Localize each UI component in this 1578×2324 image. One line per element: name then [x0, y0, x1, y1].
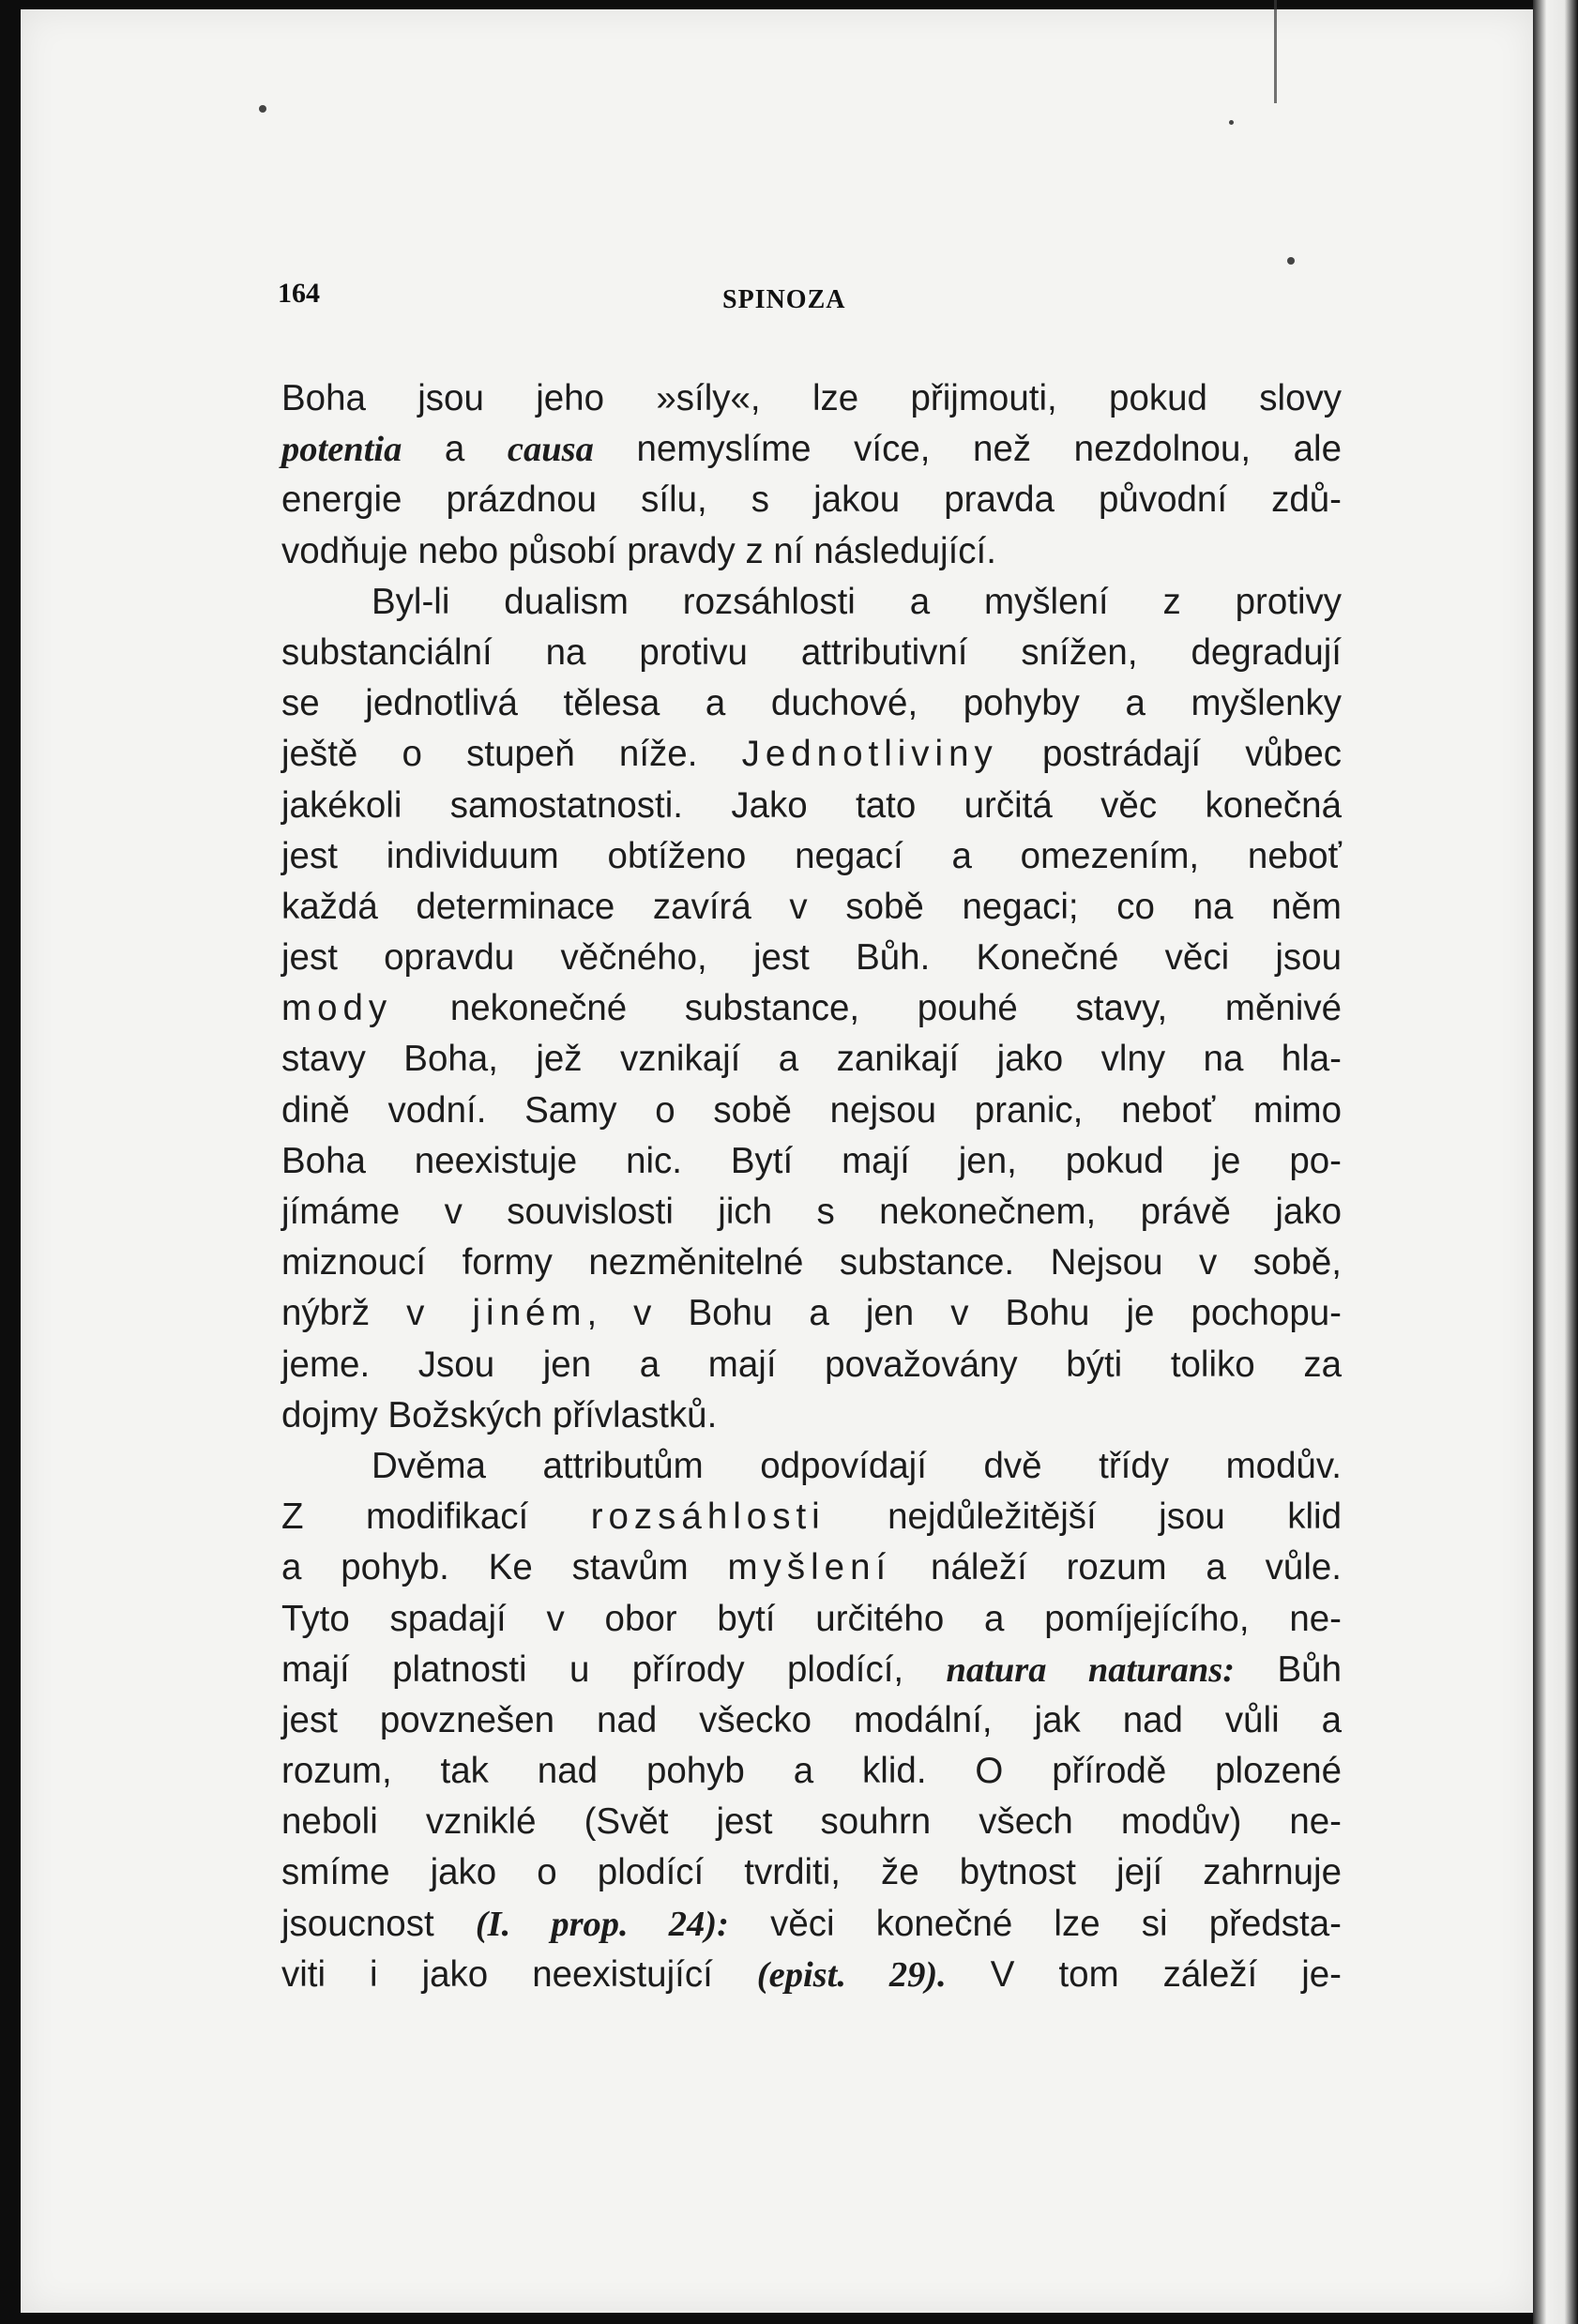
- text-segment: Boha jsou jeho »síly«, lze přijmouti, pokud slovy: [281, 378, 1342, 418]
- text-line: [281, 1340, 1342, 1390]
- text-segment: nejdůležitější jsou klid: [825, 1496, 1342, 1538]
- text-line: [281, 831, 1342, 882]
- text-line: [281, 424, 1342, 475]
- text-segment: jímáme v souvislosti jich s nekonečnem, právě jako: [281, 1192, 1342, 1232]
- text-segment: Z modifikací: [281, 1496, 591, 1538]
- italic-term: natura naturans:: [946, 1649, 1236, 1690]
- text-segment: jest opravdu věčného, jest Bůh. Konečné věci jsou: [281, 937, 1342, 979]
- text-segment: Tyto spadají v obor bytí určitého a pomíjejícího, ne-: [281, 1598, 1342, 1639]
- page-header: [278, 278, 1347, 325]
- text-line: [281, 1086, 1342, 1136]
- text-line: [281, 475, 1342, 525]
- text-line: [281, 882, 1342, 933]
- text-segment: ještě o stupeň níže.: [281, 734, 742, 775]
- text-line: [281, 1797, 1342, 1847]
- text-segment: energie prázdnou sílu, s jakou pravda původní zdů-: [281, 479, 1342, 521]
- text-segment: jest povznešen nad všecko modální, jak nad vůli a: [281, 1699, 1342, 1740]
- text-line: [281, 1899, 1342, 1950]
- text-line: [281, 1695, 1342, 1746]
- text-line: [281, 678, 1342, 729]
- italic-term: (epist. 29).: [756, 1954, 947, 1995]
- text-line: [281, 1492, 1342, 1542]
- text-line: [281, 526, 1342, 577]
- running-head: SPINOZA: [722, 285, 846, 314]
- page-edge-shadow: [1533, 0, 1578, 2324]
- spaced-emphasis: v jiném: [406, 1293, 587, 1334]
- text-segment: dině vodní. Samy o sobě nejsou pranic, neboť mimo: [281, 1089, 1342, 1131]
- spaced-emphasis: mody: [281, 988, 393, 1029]
- text-segment: smíme jako o plodící tvrditi, že bytnost její zahrnuje: [281, 1852, 1342, 1893]
- ink-speck: [1287, 257, 1295, 265]
- text-segment: dojmy Božských přívlastků.: [281, 1394, 718, 1435]
- ink-speck: [259, 105, 266, 113]
- text-segment: nemyslíme více, než nezdolnou, ale: [593, 429, 1343, 470]
- text-line: [281, 1645, 1342, 1695]
- text-segment: se jednotlivá tělesa a duchové, pohyby a myšlenky: [281, 683, 1342, 724]
- text-segment: V tom záleží je-: [946, 1953, 1342, 1995]
- body-text: [281, 373, 1342, 2000]
- text-line: [281, 933, 1342, 983]
- text-line: [281, 1542, 1342, 1593]
- text-line: [281, 781, 1342, 831]
- text-line: [281, 1136, 1342, 1187]
- text-segment: rozum, tak nad pohyb a klid. O přírodě plozené: [281, 1751, 1342, 1792]
- text-line: [281, 983, 1342, 1034]
- text-segment: Boha neexistuje nic. Bytí mají jen, pokud je po-: [281, 1140, 1342, 1181]
- text-line: [281, 1187, 1342, 1238]
- text-segment: Dvěma attributům odpovídají dvě třídy modův.: [372, 1445, 1342, 1486]
- text-segment: substanciální na protivu attributivní snížen, degradují: [281, 631, 1342, 673]
- text-segment: jsoucnost: [281, 1903, 476, 1944]
- text-segment: a pohyb. Ke stavům: [281, 1547, 728, 1588]
- text-line: [281, 373, 1342, 424]
- text-line: [281, 1847, 1342, 1898]
- text-line: [281, 1288, 1342, 1339]
- text-segment: Bůh: [1235, 1648, 1342, 1690]
- text-segment: a: [402, 429, 508, 470]
- text-line: [281, 628, 1342, 678]
- spaced-emphasis: Jednotliviny: [741, 734, 998, 775]
- italic-term: causa: [507, 430, 594, 470]
- spaced-emphasis: rozsáhlosti: [590, 1496, 826, 1538]
- text-line: [281, 1746, 1342, 1797]
- text-segment: jakékoli samostatnosti. Jako tato určitá věc konečná: [281, 784, 1342, 826]
- text-segment: , v Bohu a jen v Bohu je pochopu-: [586, 1293, 1342, 1334]
- italic-term: (I. prop. 24):: [475, 1904, 729, 1944]
- italic-term: potentia: [281, 430, 402, 470]
- text-segment: jest individuum obtíženo negací a omezením, neboť: [281, 835, 1342, 876]
- text-line: [281, 1441, 1342, 1492]
- text-segment: nýbrž: [281, 1293, 407, 1334]
- text-line: [281, 1034, 1342, 1085]
- text-segment: miznoucí formy nezměnitelné substance. Nejsou v sobě,: [281, 1242, 1342, 1284]
- text-segment: viti i jako neexistující: [281, 1953, 757, 1995]
- text-line: [281, 1238, 1342, 1288]
- text-line: [281, 729, 1342, 780]
- ink-speck: [1229, 120, 1234, 125]
- text-segment: vodňuje nebo působí pravdy z ní následující.: [281, 530, 996, 571]
- text-segment: nekonečné substance, pouhé stavy, měnivé: [392, 988, 1342, 1029]
- text-line: [281, 577, 1342, 628]
- page-number: 164: [278, 278, 320, 309]
- text-segment: neboli vzniklé (Svět jest souhrn všech modův) ne-: [281, 1801, 1342, 1843]
- text-segment: jeme. Jsou jen a mají považovány býti toliko za: [281, 1344, 1342, 1385]
- text-segment: stavy Boha, jež vznikají a zanikají jako vlny na hla-: [281, 1039, 1342, 1080]
- text-segment: každá determinace zavírá v sobě negaci; co na něm: [281, 886, 1342, 927]
- text-line: [281, 1390, 1342, 1441]
- text-segment: postrádají vůbec: [997, 734, 1342, 775]
- text-line: [281, 1594, 1342, 1645]
- paper-crease: [1274, 0, 1277, 103]
- text-segment: Byl-li dualism rozsáhlosti a myšlení z protivy: [372, 581, 1342, 622]
- text-segment: věci konečné lze si předsta-: [728, 1903, 1342, 1944]
- text-line: [281, 1950, 1342, 2000]
- text-segment: mají platnosti u přírody plodící,: [281, 1648, 947, 1690]
- spaced-emphasis: myšlení: [727, 1547, 892, 1588]
- text-segment: náleží rozum a vůle.: [891, 1547, 1342, 1588]
